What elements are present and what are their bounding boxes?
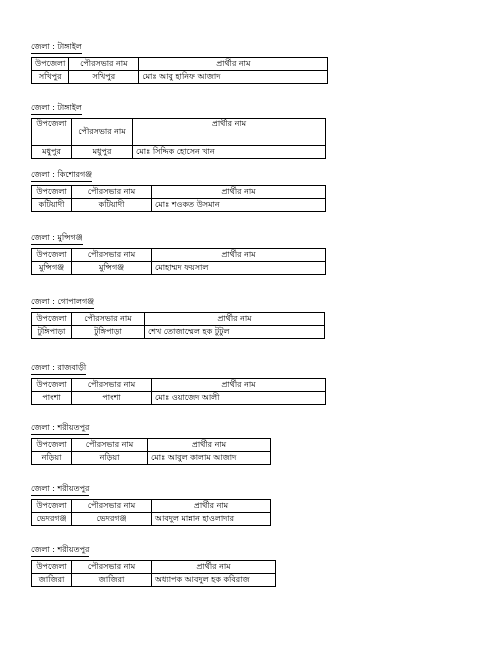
cell-upazila: পাংশা [32, 392, 72, 405]
district-label: জেলা : শরীয়তপুর [31, 423, 89, 435]
district-label: জেলা : শরীয়তপুর [31, 484, 89, 496]
header-upazila: উপজেলা [32, 186, 72, 199]
cell-upazila: টুঙ্গিপাড়া [32, 326, 72, 339]
header-pourashava: পৌরসভার নাম [72, 379, 152, 392]
header-pourashava: পৌরসভার নাম [72, 119, 133, 146]
cell-upazila: মধুপুর [32, 146, 72, 159]
cell-pourashava: নড়িয়া [72, 452, 148, 465]
cell-upazila: নড়িয়া [32, 452, 72, 465]
candidate-table [31, 560, 276, 587]
header-candidate: প্রার্থীর নাম [133, 119, 326, 146]
cell-candidate: আবদুল মান্নান হাওলাদার [152, 513, 271, 526]
header-candidate: প্রার্থীর নাম [152, 249, 326, 262]
table-row [32, 392, 326, 405]
cell-upazila: সখিপুর [32, 71, 69, 84]
candidate-table [31, 118, 326, 159]
header-candidate: প্রার্থীর নাম [145, 313, 325, 326]
table-header-row [32, 249, 326, 262]
district-section [31, 545, 276, 587]
header-candidate: প্রার্থীর নাম [152, 379, 326, 392]
table-header-row [32, 500, 271, 513]
table-header-row [32, 379, 326, 392]
cell-pourashava: জাজিরা [72, 574, 152, 587]
table-header-row [32, 186, 326, 199]
cell-pourashava: টুঙ্গিপাড়া [72, 326, 145, 339]
district-section [31, 423, 271, 465]
district-section [31, 170, 326, 212]
district-label: জেলা : কিশোরগঞ্জ [31, 170, 92, 182]
header-candidate: প্রার্থীর নাম [148, 439, 271, 452]
header-pourashava: পৌরসভার নাম [72, 439, 148, 452]
district-label: জেলা : গোপালগঞ্জ [31, 297, 94, 309]
table-header-row [32, 313, 325, 326]
table-row [32, 146, 326, 159]
candidate-table [31, 438, 271, 465]
cell-candidate: অধ্যাপক আবদুল হক কবিরাজ [152, 574, 276, 587]
candidate-table [31, 378, 326, 405]
table-header-row [32, 58, 328, 71]
district-label: জেলা : শরীয়তপুর [31, 545, 89, 557]
candidate-table [31, 312, 325, 339]
header-candidate: প্রার্থীর নাম [152, 500, 271, 513]
district-section [31, 233, 326, 275]
header-upazila: উপজেলা [32, 58, 69, 71]
cell-upazila: মুন্সিগঞ্জ [32, 262, 72, 275]
candidate-table [31, 499, 271, 526]
header-upazila: উপজেলা [32, 119, 72, 146]
cell-candidate: মোঃ ওয়াজেদ আলী [152, 392, 326, 405]
table-row [32, 574, 276, 587]
header-pourashava: পৌরসভার নাম [72, 500, 152, 513]
cell-candidate: শেখ তোজাম্মেল হক টুটুল [145, 326, 325, 339]
header-pourashava: পৌরসভার নাম [72, 561, 152, 574]
header-pourashava: পৌরসভার নাম [72, 186, 152, 199]
table-header-row [32, 119, 326, 146]
cell-candidate: মোঃ সিদ্দিক হোসেন খান [133, 146, 326, 159]
district-section [31, 103, 326, 159]
header-candidate: প্রার্থীর নাম [139, 58, 328, 71]
table-row [32, 199, 326, 212]
header-candidate: প্রার্থীর নাম [152, 561, 276, 574]
cell-candidate: মোঃ আবুল কালাম আজাদ [148, 452, 271, 465]
district-section [31, 42, 328, 84]
district-section [31, 297, 325, 339]
cell-pourashava: মধুপুর [72, 146, 133, 159]
cell-pourashava: পাংশা [72, 392, 152, 405]
district-label: জেলা : টাঙ্গাইল [31, 42, 82, 54]
district-label: জেলা : টাঙ্গাইল [31, 103, 82, 115]
header-upazila: উপজেলা [32, 313, 72, 326]
candidate-table [31, 57, 328, 84]
cell-pourashava: সখিপুর [69, 71, 139, 84]
header-upazila: উপজেলা [32, 561, 72, 574]
cell-upazila: কটিয়াদী [32, 199, 72, 212]
header-upazila: উপজেলা [32, 379, 72, 392]
cell-candidate: মোঃ শওকত উসমান [152, 199, 326, 212]
header-pourashava: পৌরসভার নাম [72, 249, 152, 262]
header-pourashava: পৌরসভার নাম [69, 58, 139, 71]
header-pourashava: পৌরসভার নাম [72, 313, 145, 326]
table-row [32, 452, 271, 465]
table-row [32, 262, 326, 275]
district-label: জেলা : মুন্সিগঞ্জ [31, 233, 83, 245]
cell-upazila: জাজিরা [32, 574, 72, 587]
table-header-row [32, 439, 271, 452]
cell-candidate: মোঃ আবু হানিফ আজাদ [139, 71, 328, 84]
district-label: জেলা : রাজবাড়ী [31, 363, 86, 375]
candidate-table [31, 185, 326, 212]
cell-pourashava: ভেদরগঞ্জ [72, 513, 152, 526]
table-row [32, 513, 271, 526]
district-section [31, 363, 326, 405]
cell-pourashava: কটিয়াদী [72, 199, 152, 212]
header-upazila: উপজেলা [32, 439, 72, 452]
cell-upazila: ভেদরগঞ্জ [32, 513, 72, 526]
candidate-table [31, 248, 326, 275]
table-row [32, 71, 328, 84]
cell-candidate: মোহাম্মদ ফয়সাল [152, 262, 326, 275]
district-section [31, 484, 271, 526]
header-upazila: উপজেলা [32, 249, 72, 262]
header-upazila: উপজেলা [32, 500, 72, 513]
table-row [32, 326, 325, 339]
table-header-row [32, 561, 276, 574]
header-candidate: প্রার্থীর নাম [152, 186, 326, 199]
cell-pourashava: মুন্সিগঞ্জ [72, 262, 152, 275]
